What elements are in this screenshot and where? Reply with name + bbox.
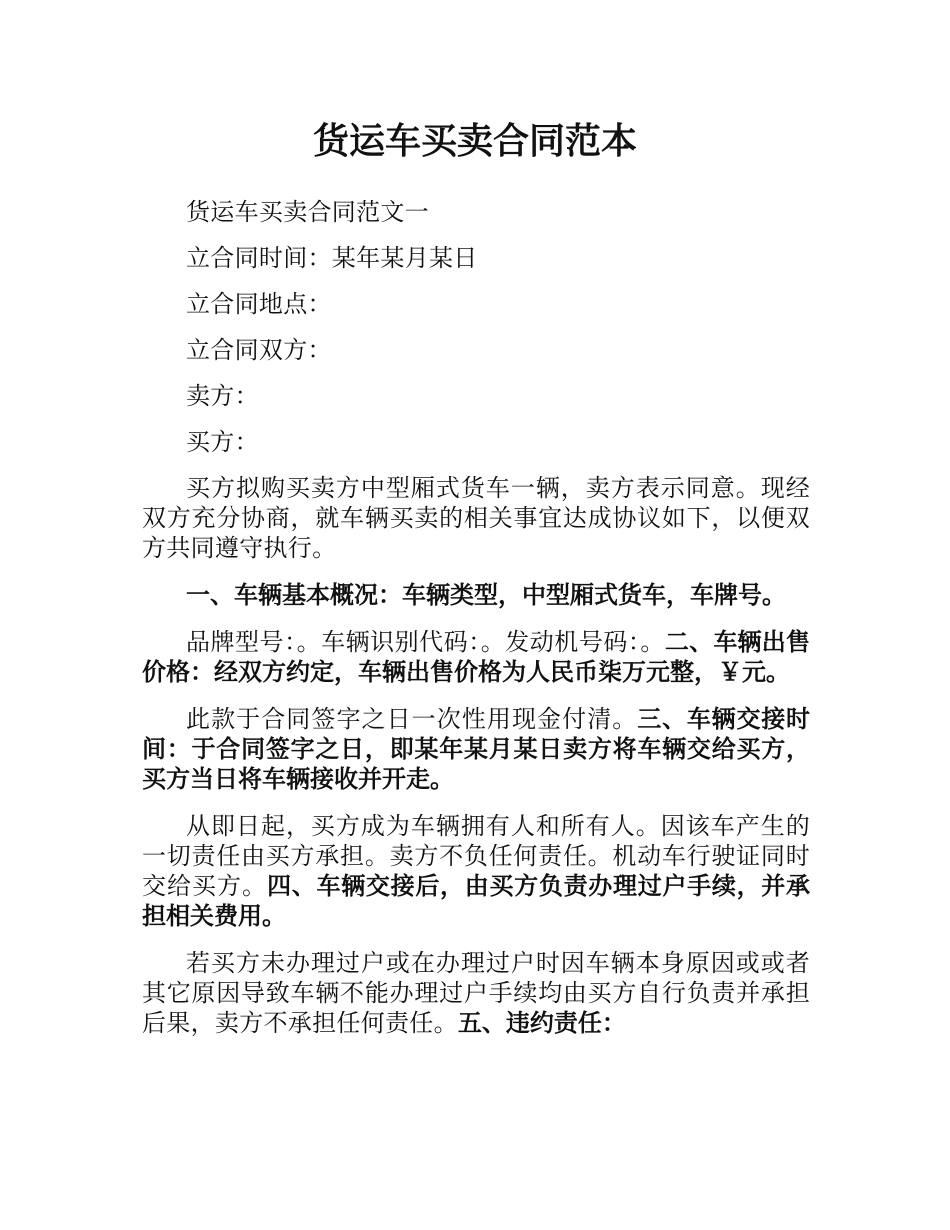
paragraph-subtitle: 货运车买卖合同范文一 — [186, 198, 429, 226]
paragraph-section-4 — [142, 811, 810, 931]
paragraph-contract-time: 立合同时间：某年某月某日 — [186, 244, 478, 272]
paragraph-section-2 — [142, 627, 810, 687]
paragraph-section-2-normal: 品牌型号：。车辆识别代码：。发动机号码：。 — [186, 628, 665, 656]
paragraph-seller: 卖方： — [186, 382, 259, 410]
paragraph-section-5-normal: 若买方未办理过户或在办理过户时因车辆本身原因或或者其它原因导致车辆不能办理过户手续均由买方自行负责并承担后果，卖方不承担任何责任。 — [142, 949, 810, 1037]
paragraph-section-3 — [142, 704, 810, 794]
document-title: 货运车买卖合同范本 — [312, 121, 637, 162]
paragraph-section-2-bold: 二、车辆出售价格：经双方约定，车辆出售价格为人民币柒万元整，￥元。 — [142, 628, 810, 686]
paragraph-contract-place: 立合同地点： — [186, 290, 332, 318]
paragraph-section-1: 一、车辆基本概况：车辆类型，中型厢式货车，车牌号。 — [186, 581, 786, 609]
paragraph-section-3-normal: 此款于合同签字之日一次性用现金付清。 — [186, 705, 638, 733]
paragraph-section-5 — [142, 948, 810, 1038]
paragraph-section-4-bold: 四、车辆交接后，由买方负责办理过户手续，并承担相关费用。 — [142, 872, 811, 930]
paragraph-contract-parties: 立合同双方： — [186, 336, 332, 364]
paragraph-section-4-normal: 从即日起，买方成为车辆拥有人和所有人。因该车产生的一切责任由买方承担。卖方不负任何责任。机动车行驶证同时交给买方。 — [142, 812, 810, 900]
paragraph-intro: 买方拟购买卖方中型厢式货车一辆，卖方表示同意。现经双方充分协商，就车辆买卖的相关事宜达成协议如下，以便双方共同遵守执行。 — [142, 474, 810, 562]
paragraph-section-3-bold: 三、车辆交接时间：于合同签字之日，即某年某月某日卖方将车辆交给买方，买方当日将车辆接收并开走。 — [142, 705, 810, 793]
document-body — [142, 197, 810, 1055]
paragraph-section-5-bold: 五、违约责任： — [457, 1009, 626, 1037]
paragraph-buyer: 买方： — [186, 428, 259, 456]
